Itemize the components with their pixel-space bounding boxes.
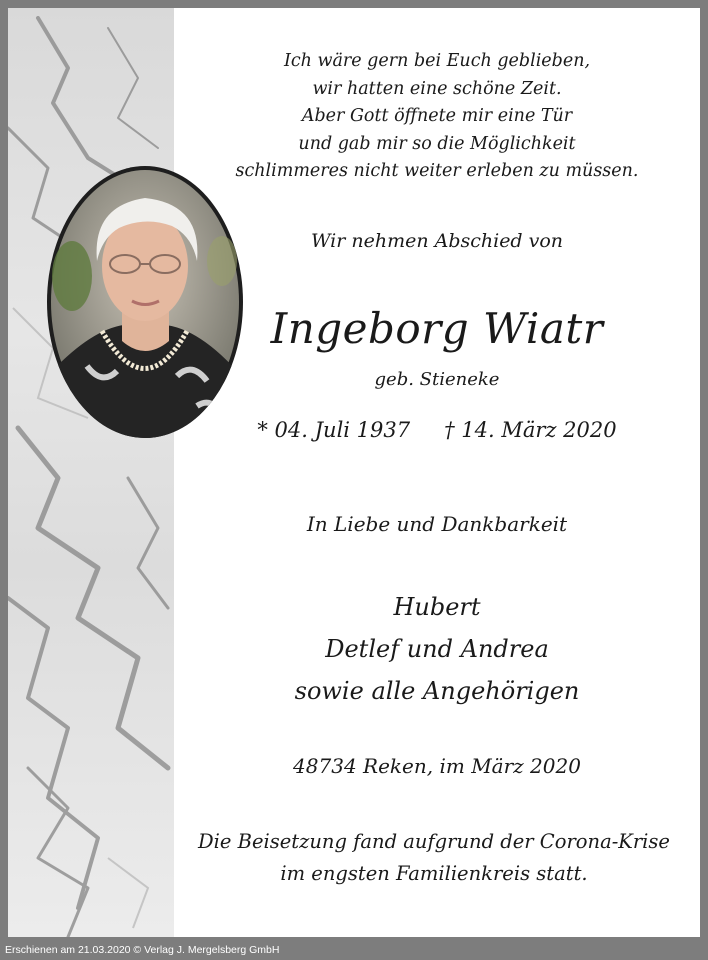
burial-note — [168, 826, 700, 890]
deceased-name: Ingeborg Wiatr — [270, 304, 604, 353]
death-date: † 14. März 2020 — [444, 418, 617, 442]
publication-footer: Erschienen am 21.03.2020 © Verlag J. Mergelsberg GmbH — [5, 944, 280, 956]
burial-note-line: Die Beisetzung fand aufgrund der Corona-Krise — [198, 830, 670, 853]
poem — [174, 48, 700, 186]
mourner: Hubert — [393, 593, 481, 621]
portrait-photo — [47, 166, 243, 438]
poem-line: wir hatten eine schöne Zeit. — [312, 78, 562, 99]
burial-note-line: im engsten Familienkreis statt. — [280, 862, 588, 885]
mourners-list — [174, 586, 700, 712]
gratitude-line: In Liebe und Dankbarkeit — [306, 512, 568, 536]
poem-line: Ich wäre gern bei Euch geblieben, — [283, 51, 591, 71]
place-date: 48734 Reken, im März 2020 — [293, 754, 581, 778]
poem-line: Aber Gott öffnete mir eine Tür — [301, 106, 573, 126]
birth-date: * 04. Juli 1937 — [257, 418, 411, 442]
poem-line: und gab mir so die Möglichkeit — [298, 133, 576, 154]
birth-name: geb. Stieneke — [374, 369, 500, 390]
marble-border — [8, 8, 174, 937]
mourner: sowie alle Angehörigen — [294, 677, 580, 705]
farewell-line: Wir nehmen Abschied von — [310, 230, 564, 252]
life-dates — [174, 418, 700, 442]
marble-veins — [8, 8, 174, 937]
poem-line: schlimmeres nicht weiter erleben zu müssen. — [235, 161, 639, 181]
obituary-card — [8, 8, 700, 937]
mourner: Detlef und Andrea — [325, 635, 549, 663]
